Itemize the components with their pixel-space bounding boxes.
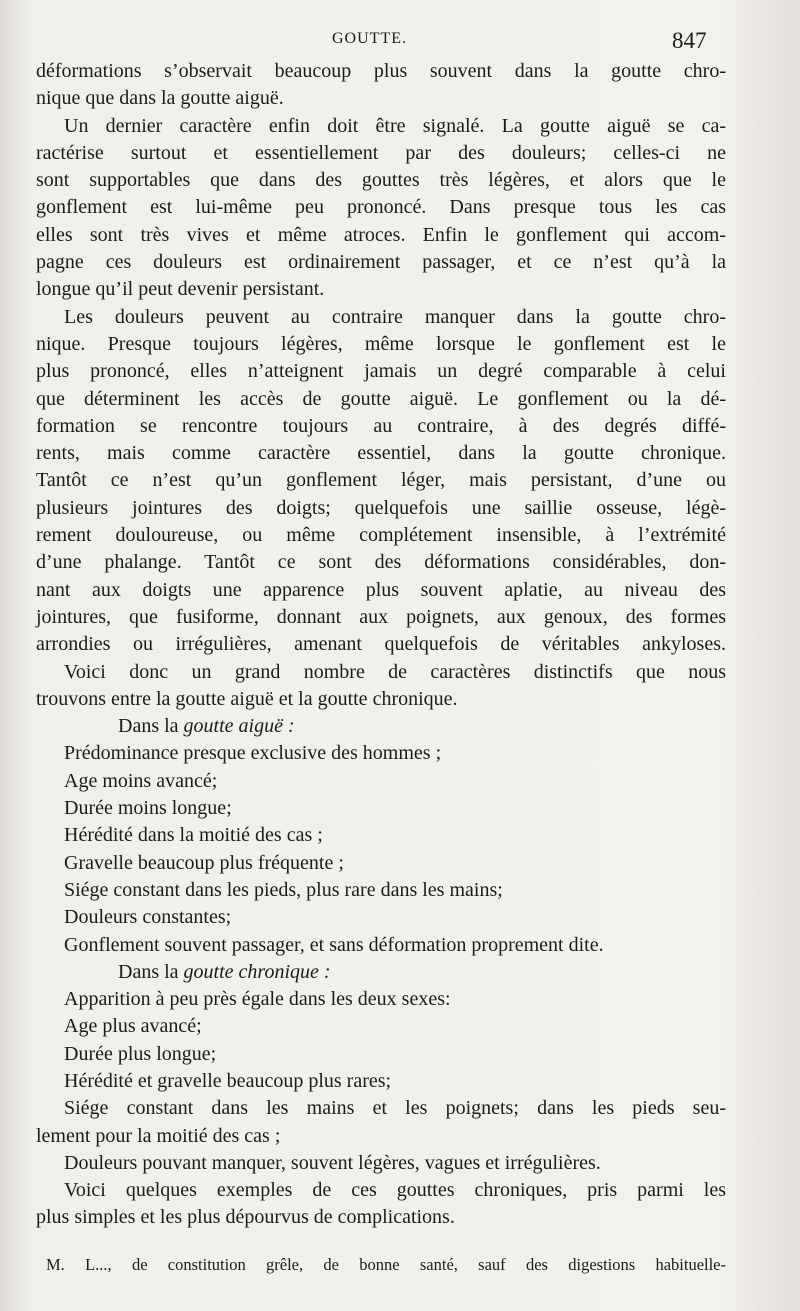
text-line: sont supportables que dans des gouttes très légères, et alors que le bbox=[36, 169, 726, 192]
closing-line: plus simples et les plus dépourvus de complications. bbox=[36, 1206, 455, 1229]
acute-item: Gonflement souvent passager, et sans déformation proprement dite. bbox=[64, 933, 604, 956]
acute-item: Hérédité dans la moitié des cas ; bbox=[64, 824, 323, 847]
prose-paragraphs bbox=[36, 58, 726, 713]
text-line: Un dernier caractère enfin doit être signalé. La goutte aiguë se ca- bbox=[64, 114, 726, 137]
text-line: Voici donc un grand nombre de caractères distinctifs que nous bbox=[64, 660, 726, 683]
running-title: GOUTTE. bbox=[332, 30, 407, 47]
text-line: rement douloureuse, ou même complétement insensible, à l’extrémité bbox=[36, 524, 726, 547]
text-line: rents, mais comme caractère essentiel, dans la goutte chronique. bbox=[36, 442, 726, 465]
text-line: d’une phalange. Tantôt ce sont des déformations considérables, don- bbox=[36, 551, 726, 574]
chronic-item: Durée plus longue; bbox=[64, 1042, 217, 1065]
text-line: nique. Presque toujours légères, même lorsque le gonflement est le bbox=[36, 332, 726, 355]
text-line: longue qu’il peut devenir persistant. bbox=[36, 278, 325, 301]
chronic-item: Age plus avancé; bbox=[64, 1015, 202, 1038]
chronic-item-continued: lement pour la moitié des cas ; bbox=[36, 1124, 281, 1147]
text-line: pagne ces douleurs est ordinairement passager, et ce n’est qu’à la bbox=[36, 251, 726, 274]
text-line: plusieurs jointures des doigts; quelquefois une saillie osseuse, légè- bbox=[36, 496, 726, 519]
text-line: elles sont très vives et même atroces. Enfin le gonflement qui accom- bbox=[36, 223, 726, 246]
page-number: 847 bbox=[672, 28, 707, 53]
text-line: formation se rencontre toujours au contraire, à des degrés diffé- bbox=[36, 414, 726, 437]
chronic-item: Hérédité et gravelle beaucoup plus rares; bbox=[64, 1069, 392, 1092]
text-line: Tantôt ce n’est qu’un gonflement léger, mais persistant, d’une ou bbox=[36, 469, 726, 492]
text-line: ractérise surtout et essentiellement par des douleurs; celles-ci ne bbox=[36, 141, 726, 164]
chronic-item: Siége constant dans les mains et les poignets; dans les pieds seu- bbox=[64, 1097, 726, 1120]
acute-item: Prédominance presque exclusive des hommes ; bbox=[64, 742, 442, 765]
acute-gout-label: Dans la goutte aiguë : bbox=[118, 715, 295, 738]
case-note: M. L..., de constitution grêle, de bonne santé, sauf des digestions habituelle- bbox=[46, 1255, 726, 1274]
acute-item: Douleurs constantes; bbox=[64, 906, 232, 929]
acute-item: Durée moins longue; bbox=[64, 797, 232, 820]
text-line: Les douleurs peuvent au contraire manquer dans la goutte chro- bbox=[64, 305, 726, 328]
chronic-item: Apparition à peu près égale dans les deux sexes: bbox=[64, 988, 451, 1011]
chronic-item: Douleurs pouvant manquer, souvent légères, vagues et irrégulières. bbox=[64, 1151, 601, 1174]
text-line: arrondies ou irrégulières, amenant quelquefois de véritables ankyloses. bbox=[36, 633, 726, 656]
closing-line: Voici quelques exemples de ces gouttes chroniques, pris parmi les bbox=[64, 1179, 726, 1202]
acute-item: Gravelle beaucoup plus fréquente ; bbox=[64, 851, 344, 874]
body-text bbox=[36, 58, 726, 1232]
text-line: plus prononcé, elles n’atteignent jamais un degré comparable à celui bbox=[36, 360, 726, 383]
text-line: déformations s’observait beaucoup plus souvent dans la goutte chro- bbox=[36, 60, 726, 82]
acute-item: Siége constant dans les pieds, plus rare dans les mains; bbox=[64, 878, 503, 901]
running-head bbox=[0, 24, 800, 54]
text-line: gonflement est lui-même peu prononcé. Dans presque tous les cas bbox=[36, 196, 726, 219]
acute-item: Age moins avancé; bbox=[64, 769, 218, 792]
text-line: nant aux doigts une apparence plus souvent aplatie, au niveau des bbox=[36, 578, 726, 601]
text-line: jointures, que fusiforme, donnant aux poignets, aux genoux, des formes bbox=[36, 605, 726, 628]
text-line: trouvons entre la goutte aiguë et la goutte chronique. bbox=[36, 687, 458, 710]
chronic-gout-label: Dans la goutte chronique : bbox=[118, 960, 331, 983]
text-line: que déterminent les accès de goutte aiguë. Le gonflement ou la dé- bbox=[36, 387, 726, 410]
text-line: nique que dans la goutte aiguë. bbox=[36, 87, 284, 110]
